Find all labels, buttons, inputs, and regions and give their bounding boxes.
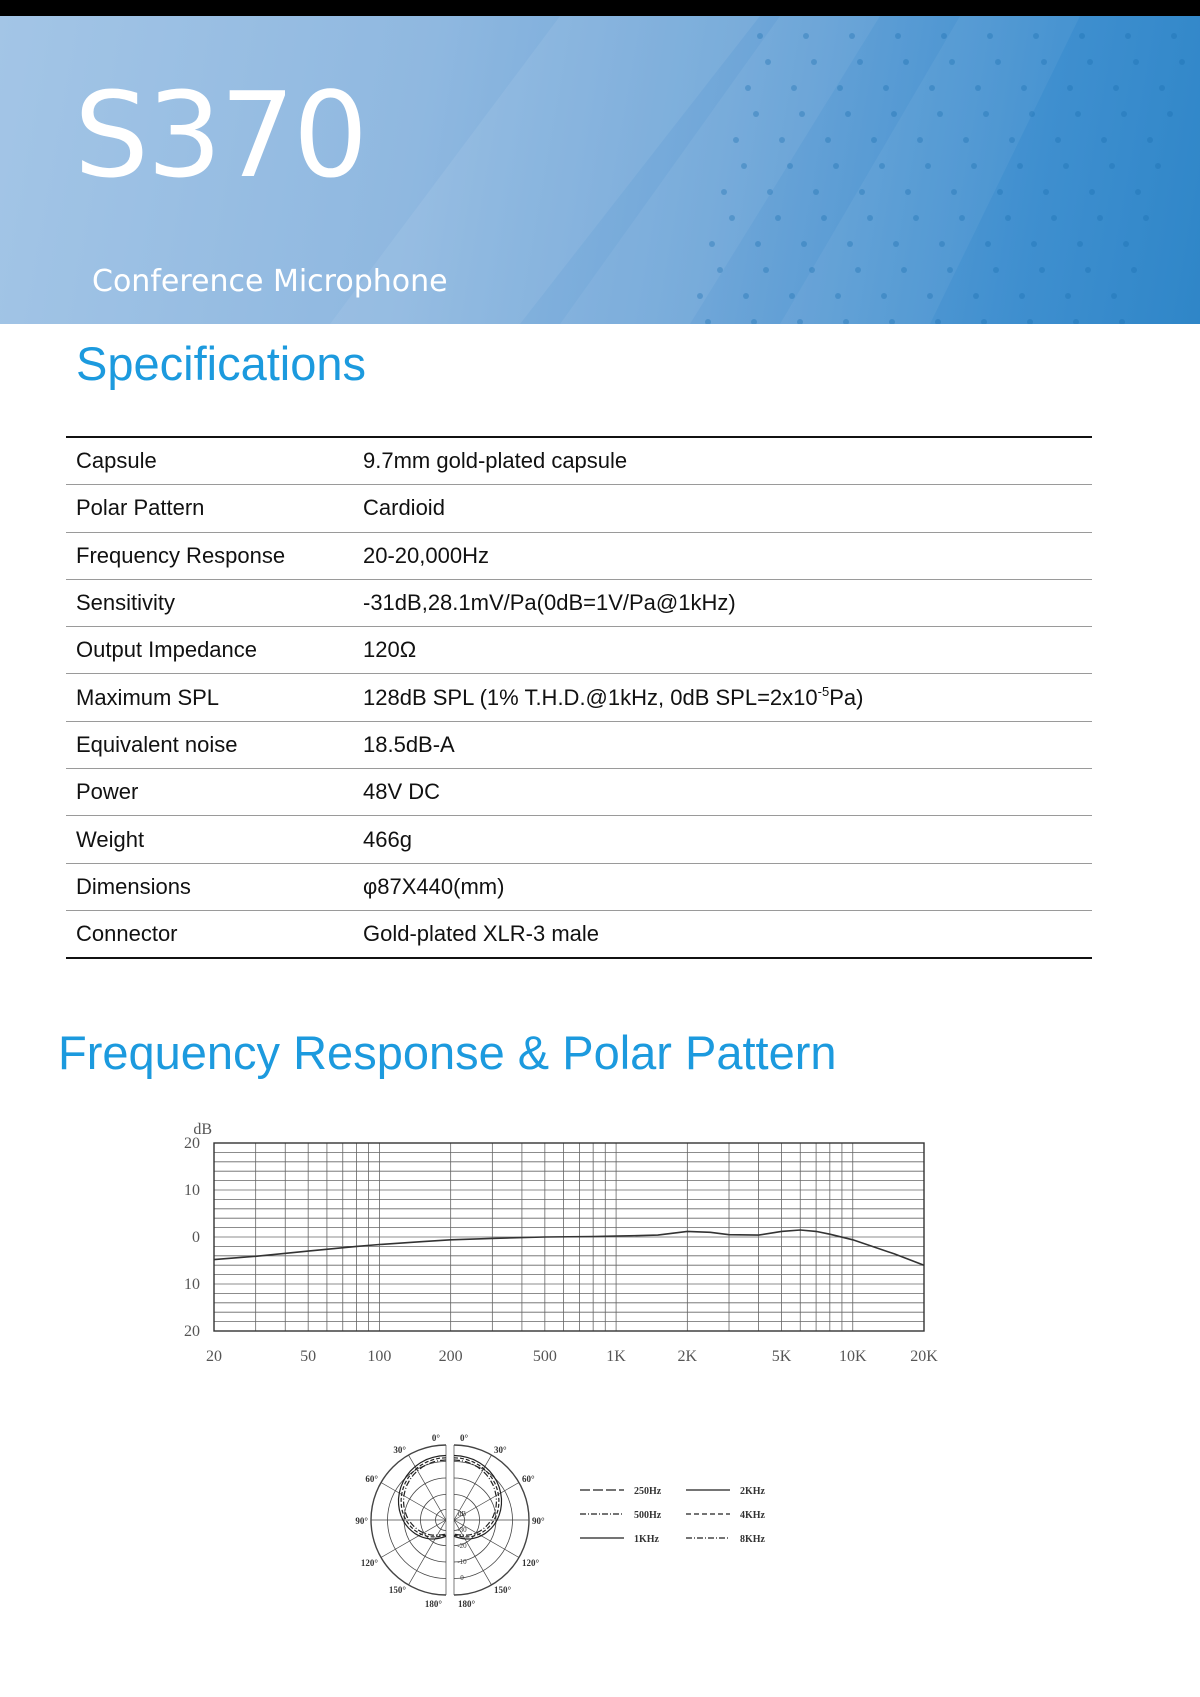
polar-angle-label: 90° bbox=[532, 1516, 545, 1526]
spec-label: Connector bbox=[76, 921, 178, 947]
spec-value-exponent: -5 bbox=[817, 683, 830, 699]
table-row bbox=[66, 437, 1092, 485]
y-axis-label: dB bbox=[193, 1121, 212, 1138]
legend-item bbox=[580, 1510, 662, 1521]
x-tick-label: 50 bbox=[300, 1348, 317, 1365]
legend-label: 8KHz bbox=[740, 1534, 765, 1545]
table-row bbox=[66, 579, 1092, 626]
spec-value: Cardioid bbox=[353, 485, 1092, 532]
spec-value: 9.7mm gold-plated capsule bbox=[353, 437, 1092, 485]
legend-item bbox=[686, 1510, 766, 1521]
spec-label: Frequency Response bbox=[66, 532, 353, 579]
legend-label: 2KHz bbox=[740, 1486, 765, 1497]
legend-label: 500Hz bbox=[634, 1510, 662, 1521]
x-tick-label: 10K bbox=[838, 1348, 867, 1365]
polar-response-curve bbox=[401, 1458, 446, 1537]
product-subtitle: Conference Microphone bbox=[92, 264, 448, 299]
frequency-response-line bbox=[214, 1230, 924, 1265]
spec-label: Weight bbox=[66, 816, 353, 863]
y-tick-label: 20 bbox=[184, 1135, 200, 1152]
spec-label: Maximum SPL bbox=[66, 674, 353, 721]
spec-label: Polar Pattern bbox=[66, 485, 353, 532]
polar-angle-label: 180° bbox=[458, 1599, 476, 1609]
y-tick-label: 0 bbox=[192, 1229, 200, 1246]
legend-label: 1KHz bbox=[634, 1534, 659, 1545]
y-tick-label: 20 bbox=[184, 1323, 200, 1340]
x-tick-label: 20 bbox=[206, 1348, 222, 1365]
spec-value-main: 128dB SPL (1% T.H.D.@1kHz, 0dB SPL=2x10 bbox=[363, 684, 818, 710]
x-tick-label: 100 bbox=[367, 1348, 392, 1365]
polar-angle-label: 150° bbox=[494, 1585, 512, 1595]
spec-label: Dimensions bbox=[66, 863, 353, 910]
spec-value: 20-20,000Hz bbox=[353, 532, 1092, 579]
spec-value: 18.5dB-A bbox=[353, 721, 1092, 768]
polar-angle-label: 60° bbox=[522, 1474, 535, 1484]
spec-value: φ87X440(mm) bbox=[353, 863, 1092, 910]
polar-angle-label: 90° bbox=[355, 1516, 368, 1526]
y-tick-label: 10 bbox=[184, 1276, 200, 1293]
top-black-bar bbox=[0, 0, 1200, 16]
spec-label: Output Impedance bbox=[66, 627, 353, 674]
x-tick-label: 500 bbox=[532, 1348, 557, 1365]
polar-angle-label: 180° bbox=[424, 1599, 442, 1609]
spec-value: 48V DC bbox=[353, 769, 1092, 816]
polar-angle-label: 0° bbox=[431, 1433, 440, 1443]
y-tick-label: 10 bbox=[184, 1182, 200, 1199]
legend-label: 250Hz bbox=[634, 1486, 662, 1497]
table-row bbox=[66, 910, 1092, 958]
x-tick-label: 1K bbox=[606, 1348, 626, 1365]
frequency-response-chart bbox=[180, 1112, 940, 1372]
header-banner bbox=[0, 16, 1200, 324]
polar-radial-label: -30 bbox=[457, 1526, 467, 1534]
polar-angle-label: 120° bbox=[360, 1558, 378, 1568]
polar-radial-label: -10 bbox=[457, 1558, 467, 1566]
polar-half-left bbox=[371, 1445, 446, 1595]
table-row bbox=[66, 816, 1092, 863]
polar-angle-label: 30° bbox=[393, 1445, 406, 1455]
spec-label: Capsule bbox=[66, 437, 353, 485]
polar-radial-label: 0 bbox=[460, 1574, 464, 1582]
x-tick-label: 2K bbox=[677, 1348, 698, 1365]
spec-value-unit: Pa) bbox=[829, 684, 864, 710]
polar-angle-label: 150° bbox=[388, 1585, 406, 1595]
x-tick-label: 20K bbox=[910, 1348, 938, 1365]
polar-angle-label: 60° bbox=[365, 1474, 378, 1484]
table-row bbox=[66, 674, 1092, 721]
spec-label: Equivalent noise bbox=[66, 721, 353, 768]
spec-label: Power bbox=[66, 769, 353, 816]
polar-angle-label: 0° bbox=[460, 1433, 469, 1443]
spec-value: -31dB,28.1mV/Pa(0dB=1V/Pa@1kHz) bbox=[353, 579, 1092, 626]
table-row bbox=[66, 721, 1092, 768]
polar-response-curve bbox=[399, 1456, 447, 1540]
legend-item bbox=[580, 1534, 660, 1545]
product-model-title: S370 bbox=[74, 66, 367, 204]
spec-label: Sensitivity bbox=[66, 579, 353, 626]
polar-angle-label: 120° bbox=[522, 1558, 540, 1568]
table-row bbox=[66, 863, 1092, 910]
x-tick-label: 5K bbox=[771, 1348, 792, 1365]
spec-value: 466g bbox=[353, 816, 1092, 863]
polar-radial-label: dB bbox=[457, 1510, 467, 1518]
table-row bbox=[66, 485, 1092, 532]
table-row bbox=[66, 769, 1092, 816]
legend-item bbox=[686, 1534, 766, 1545]
polar-half-right bbox=[454, 1445, 529, 1595]
table-row bbox=[66, 532, 1092, 579]
spec-value: Gold-plated XLR-3 male bbox=[363, 921, 600, 947]
polar-pattern-chart bbox=[330, 1420, 570, 1620]
legend-item bbox=[580, 1486, 662, 1497]
specifications-heading: Specifications bbox=[76, 337, 366, 390]
table-row bbox=[66, 627, 1092, 674]
polar-pattern-legend bbox=[580, 1476, 800, 1546]
polar-angle-label: 30° bbox=[494, 1445, 507, 1455]
frequency-polar-heading: Frequency Response & Polar Pattern bbox=[58, 1026, 837, 1079]
specifications-table bbox=[66, 436, 1092, 959]
legend-item bbox=[686, 1486, 766, 1497]
spec-value: 120Ω bbox=[353, 627, 1092, 674]
polar-radial-label: -20 bbox=[457, 1542, 467, 1550]
spec-value bbox=[353, 674, 1092, 721]
x-tick-label: 200 bbox=[438, 1348, 463, 1365]
legend-label: 4KHz bbox=[740, 1510, 765, 1521]
